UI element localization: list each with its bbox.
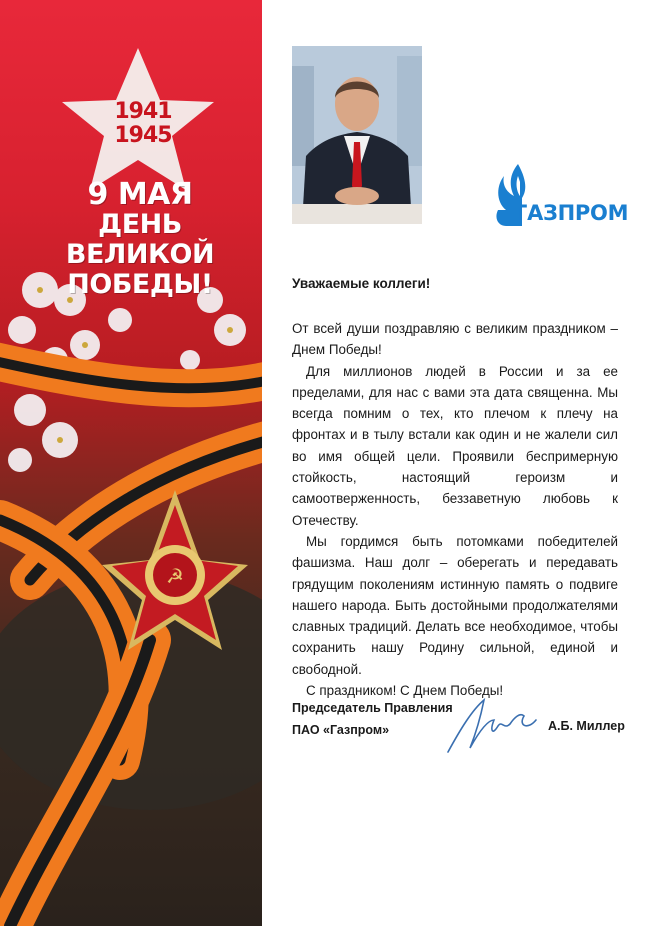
victory-day-banner [0,0,262,926]
banner-title: 9 МАЯ ДЕНЬ ВЕЛИКОЙ ПОБЕДЫ! [65,177,215,300]
logo-text: ГАЗПРОМ [514,201,629,225]
letter-paragraph: Для миллионов людей в России и за ее пределами, для нас с вами эта дата священна. Мы всегда помним о тех, кто плечом к плечу на фронтах и в тылу встали как один и не жалели сил во имя общей цели. Проявили беспримерную стойкость, настоящий героизм и самоотверженность, беззаветную любовь к Отечеству. [292,363,618,528]
letter-body [292,318,618,701]
letter-paragraph: От всей души поздравляю с великим праздником – Днем Победы! [292,321,618,358]
handwritten-signature-icon [440,690,550,760]
letter-paragraph: Мы гордимся быть потомками победителей фашизма. Наш долг – оберегать и передавать грядущим поколениям истинную память о подвиге нашего народа. Быть достойными продолжателями славных традиций. Делать все необходимое, чтобы сохранить нашу Родину сильной, единой и свободной. [292,533,618,677]
letter-paragraph: С праздником! С Днем Победы! [306,683,504,699]
svg-text:☭: ☭ [166,564,184,588]
letter-greeting: Уважаемые коллеги! [292,276,431,291]
portrait-photo [292,46,422,224]
signatory-name: А.Б. Миллер [548,719,625,733]
star-years: 1941 1945 [114,99,172,148]
signatory-position: Председатель Правления ПАО «Газпром» [292,701,453,737]
